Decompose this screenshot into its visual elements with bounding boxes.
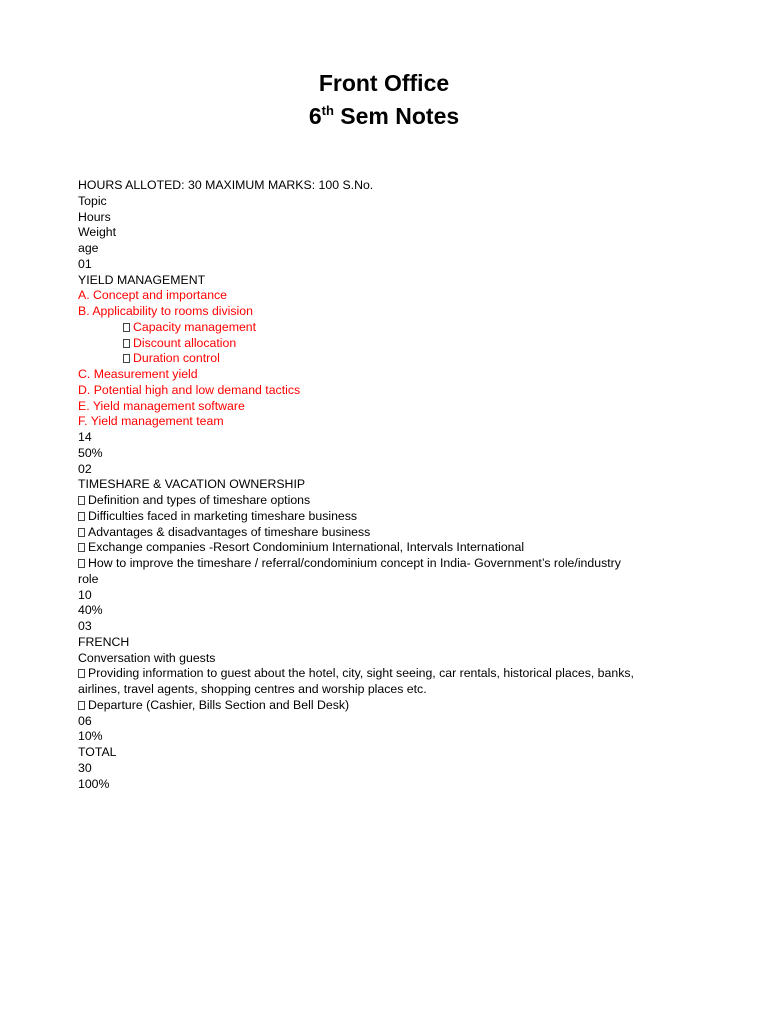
bullet-list-item (78, 493, 718, 509)
line-text: Discount allocation (133, 335, 237, 350)
missing-glyph-bullet-icon (78, 701, 85, 710)
line-text: YIELD MANAGEMENT (78, 272, 206, 287)
bullet-list-item (78, 540, 718, 556)
text-line (78, 761, 718, 777)
text-line (78, 414, 718, 430)
text-line (78, 446, 718, 462)
line-text: 01 (78, 256, 92, 271)
line-text: 50% (78, 445, 103, 460)
line-text: Topic (78, 193, 107, 208)
bullet-list-item (78, 525, 718, 541)
text-line (78, 651, 718, 667)
bullet-list-item (78, 320, 718, 336)
line-text: TIMESHARE & VACATION OWNERSHIP (78, 477, 306, 492)
line-text: 06 (78, 713, 92, 728)
line-text: C. Measurement yield (78, 367, 198, 381)
missing-glyph-bullet-icon (78, 496, 85, 505)
line-text: Providing information to guest about the hotel, city, sight seeing, car rentals, historical places, banks, (88, 666, 634, 681)
bullet-list-item (78, 698, 718, 714)
bullet-list-item (78, 556, 718, 572)
text-line (78, 383, 718, 399)
line-text: How to improve the timeshare / referral/condominium concept in India- Government’s role/industry (88, 556, 621, 570)
missing-glyph-bullet-icon (78, 528, 85, 537)
text-line (78, 194, 718, 210)
text-line (78, 241, 718, 257)
text-line (78, 367, 718, 383)
ordinal-suffix: th (321, 103, 334, 118)
line-text: 10 (78, 587, 92, 602)
text-line (78, 288, 718, 304)
line-text: role (78, 571, 99, 586)
line-text: E. Yield management software (78, 398, 245, 413)
text-line (78, 257, 718, 273)
text-line (78, 304, 718, 320)
document-subtitle (0, 103, 768, 130)
text-line (78, 619, 718, 635)
text-line (78, 714, 718, 730)
text-line (78, 178, 718, 194)
line-text: Duration control (133, 351, 220, 366)
syllabus-text-block (78, 178, 718, 792)
line-text: HOURS ALLOTED: 30 MAXIMUM MARKS: 100 S.No. (78, 178, 374, 192)
line-text: Capacity management (133, 319, 257, 334)
line-text: 10% (78, 729, 103, 744)
line-text: Definition and types of timeshare options (88, 493, 311, 507)
line-text: 40% (78, 603, 103, 618)
line-text: Exchange companies -Resort Condominium International, Intervals International (88, 540, 525, 555)
text-line (78, 682, 718, 698)
missing-glyph-bullet-icon (78, 669, 85, 678)
text-line (78, 399, 718, 415)
line-text: FRENCH (78, 634, 130, 649)
bullet-list-item (78, 351, 718, 367)
line-text: Departure (Cashier, Bills Section and Bell Desk) (88, 697, 350, 712)
text-line (78, 745, 718, 761)
text-line (78, 430, 718, 446)
text-line (78, 225, 718, 241)
subtitle-text: Sem Notes (333, 103, 460, 129)
line-text: TOTAL (78, 745, 117, 759)
text-line (78, 273, 718, 289)
line-text: 03 (78, 619, 92, 633)
text-line (78, 729, 718, 745)
missing-glyph-bullet-icon (78, 512, 85, 521)
bullet-list-item (78, 509, 718, 525)
line-text: age (78, 241, 99, 255)
text-line (78, 635, 718, 651)
line-text: B. Applicability to rooms division (78, 304, 253, 318)
text-line (78, 603, 718, 619)
line-text: Conversation with guests (78, 650, 216, 665)
line-text: 100% (78, 776, 110, 791)
line-text: Advantages & disadvantages of timeshare business (88, 524, 371, 539)
line-text: airlines, travel agents, shopping centres and worship places etc. (78, 682, 427, 696)
line-text: 30 (78, 760, 92, 775)
text-line (78, 572, 718, 588)
text-line (78, 462, 718, 478)
missing-glyph-bullet-icon (78, 559, 85, 568)
missing-glyph-bullet-icon (78, 543, 85, 552)
missing-glyph-bullet-icon (123, 339, 130, 348)
line-text: Weight (78, 225, 117, 240)
text-line (78, 210, 718, 226)
bullet-list-item (78, 666, 718, 682)
line-text: D. Potential high and low demand tactics (78, 382, 301, 397)
line-text: F. Yield management team (78, 414, 224, 429)
missing-glyph-bullet-icon (123, 323, 130, 332)
text-line (78, 588, 718, 604)
line-text: A. Concept and importance (78, 288, 228, 303)
text-line (78, 777, 718, 793)
line-text: Difficulties faced in marketing timeshare business (88, 508, 358, 523)
text-line (78, 477, 718, 493)
line-text: Hours (78, 209, 111, 224)
bullet-list-item (78, 336, 718, 352)
missing-glyph-bullet-icon (123, 354, 130, 363)
document-title: Front Office (318, 70, 450, 96)
line-text: 14 (78, 430, 92, 444)
line-text: 02 (78, 461, 92, 476)
semester-number: 6 (308, 103, 322, 129)
